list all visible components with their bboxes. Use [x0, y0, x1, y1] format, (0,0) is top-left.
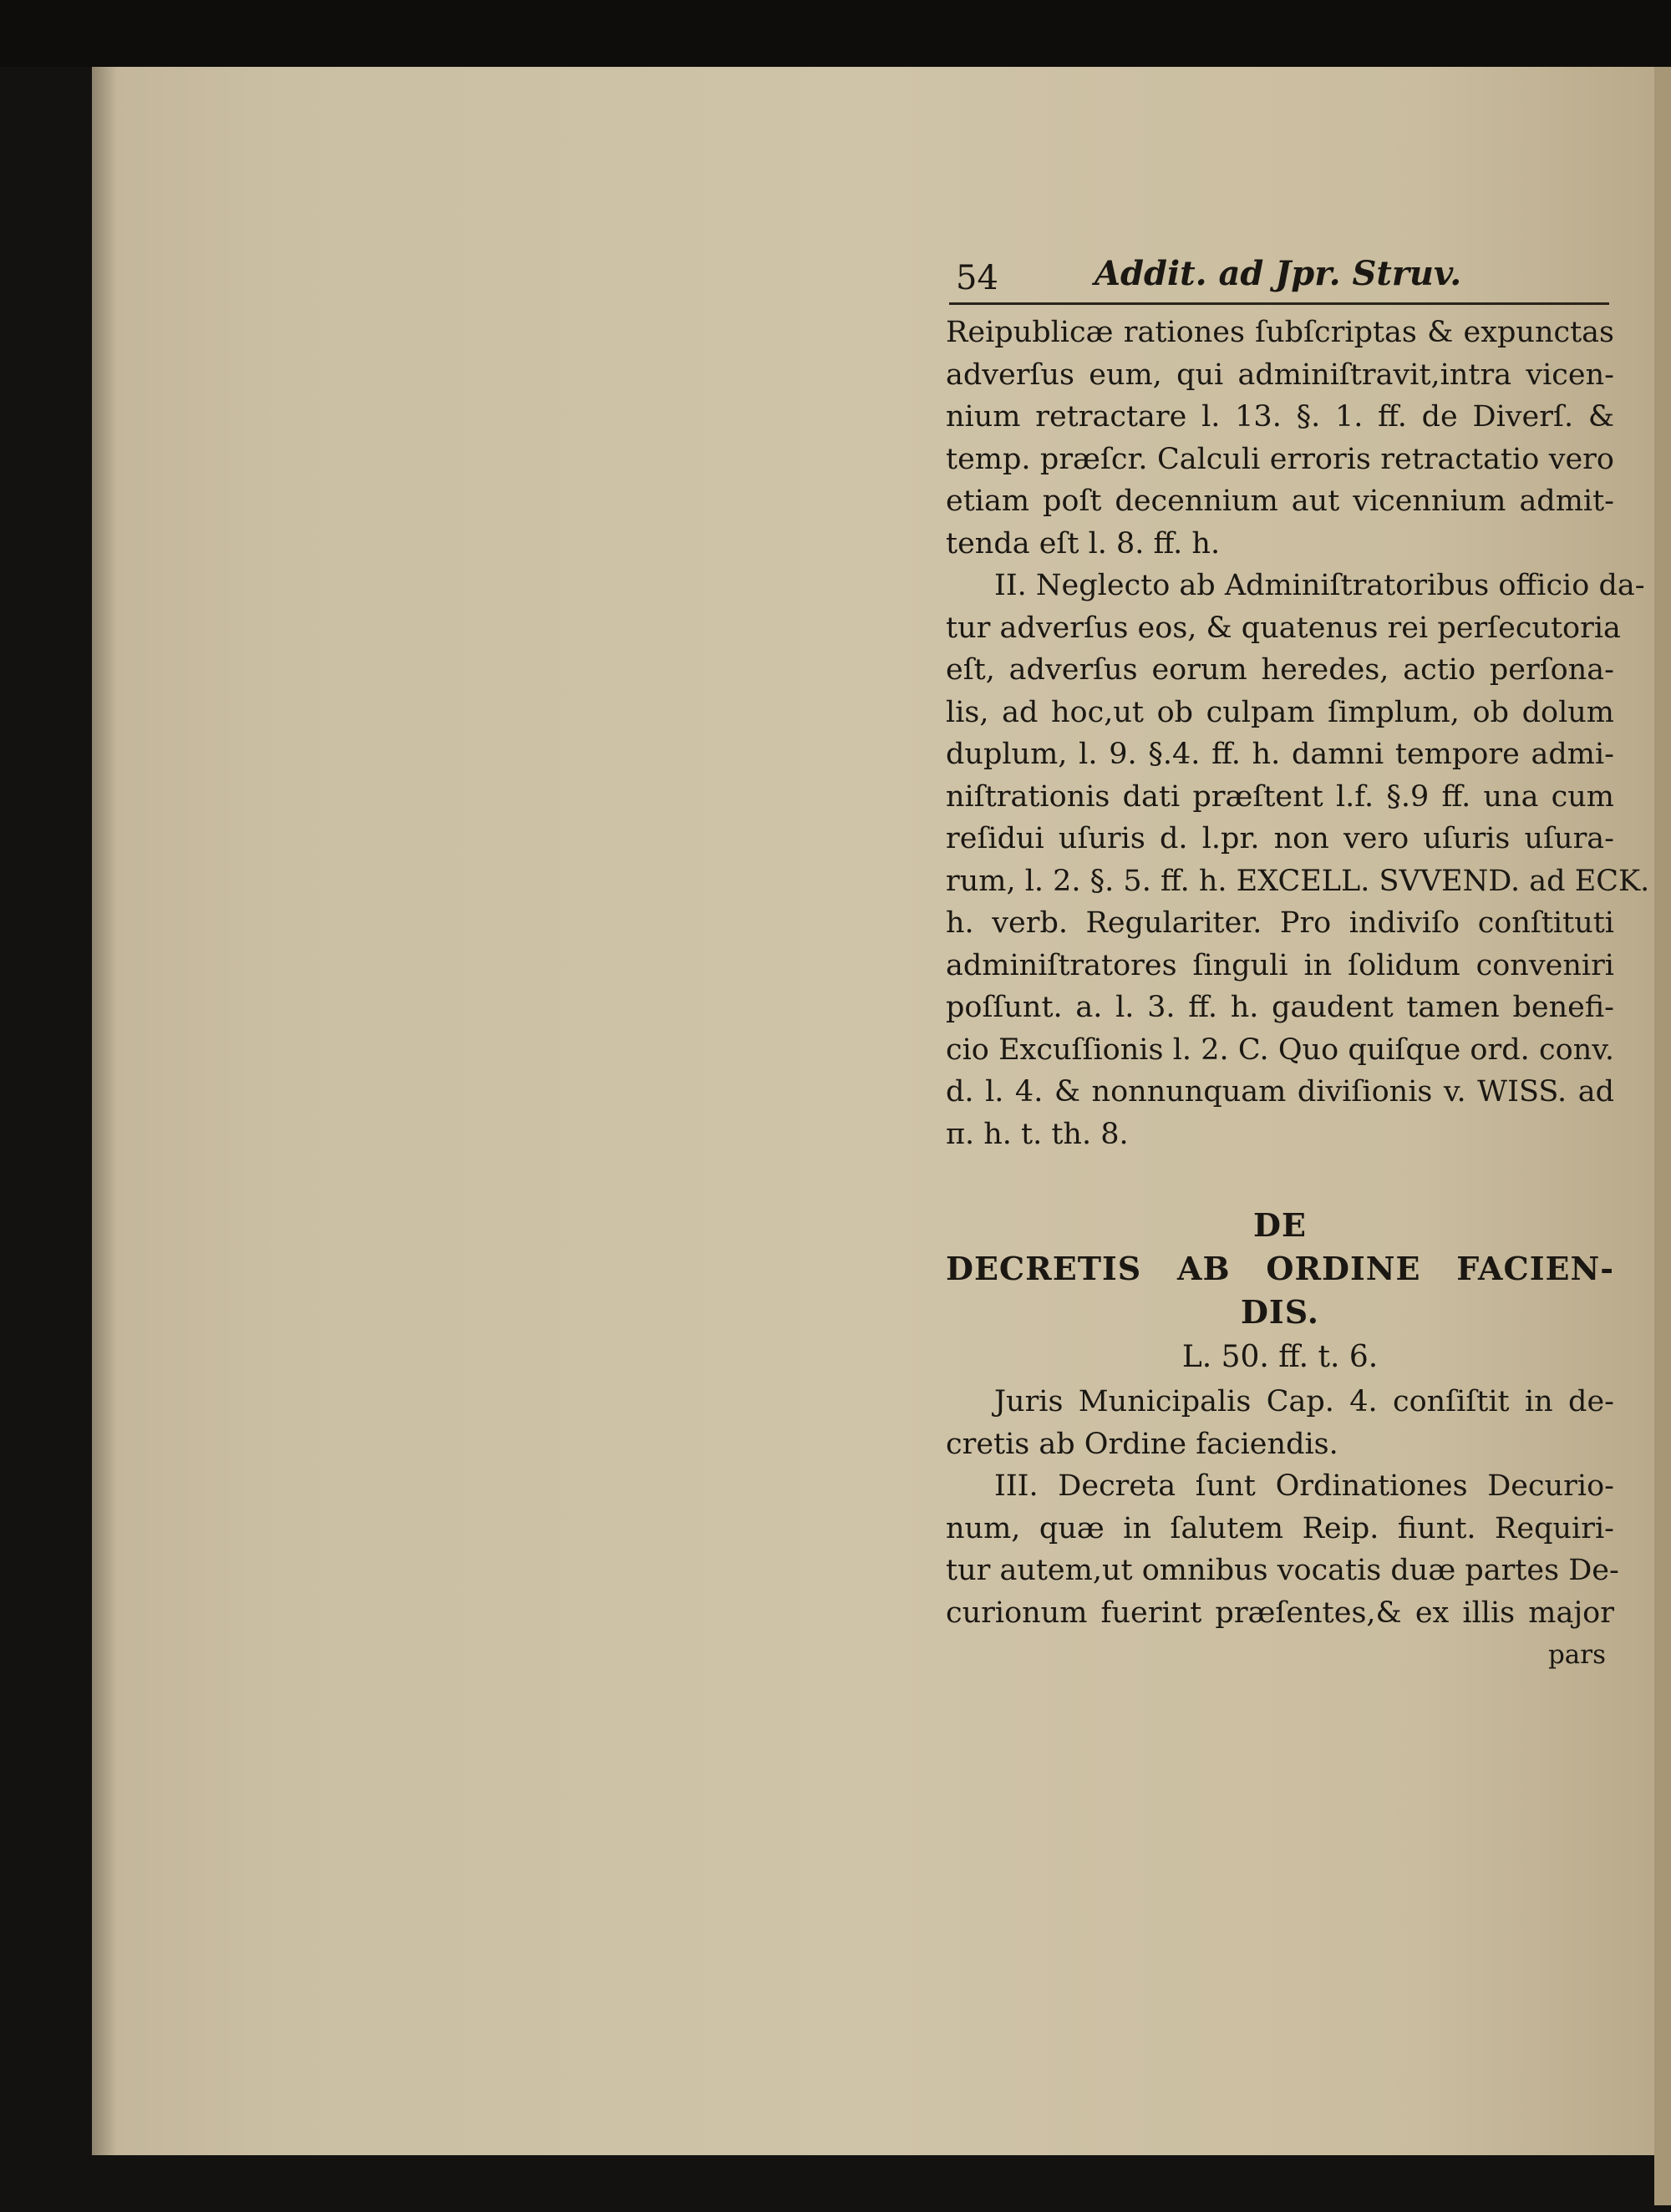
text-line: num, quæ in ſalutem Reip. fiunt. Requiri-: [946, 1511, 1614, 1545]
paragraph-3: [946, 1381, 1614, 1465]
heading-line: DECRETIS AB ORDINE FACIEN-: [946, 1250, 1614, 1287]
scan-background-top: [0, 0, 1671, 67]
text-line: cio Excuſſionis l. 2. C. Quo quiſque ord. conv.: [946, 1032, 1614, 1067]
text-line: tur adverſus eos, & quatenus rei perſecutoria: [946, 611, 1621, 645]
text-line: curionum fuerint præſentes,& ex illis major: [946, 1596, 1614, 1630]
text-line: niſtrationis dati præſtent l.f. §.9 ff. una cum: [946, 779, 1614, 814]
text-line: adverſus eum, qui adminiſtravit,intra vicen-: [946, 358, 1614, 392]
section-spacer: [946, 1155, 1614, 1204]
text-line: nium retractare l. 13. §. 1. ff. de Diverſ. &: [946, 400, 1614, 434]
text-line: tur autem,ut omnibus vocatis duæ partes De-: [946, 1554, 1619, 1587]
text-line: eſt, adverſus eorum heredes, actio perſona-: [946, 653, 1614, 687]
section-heading: [946, 1204, 1614, 1381]
text-line: III. Decreta ſunt Ordinationes Decurio-: [994, 1469, 1614, 1503]
page-gutter-shadow: [92, 67, 117, 2155]
text-line: d. l. 4. & nonnunquam diviſionis v. WISS. ad: [946, 1075, 1614, 1109]
heading-line: DIS.: [1240, 1293, 1320, 1331]
text-line: etiam poſt decennium aut vicennium admit-: [946, 485, 1614, 518]
page-header: [946, 251, 1614, 301]
text-line: adminiſtratores ſinguli in ſolidum conveniri: [946, 948, 1614, 982]
heading-line: DE: [1253, 1206, 1307, 1244]
paragraph-4: [946, 1465, 1619, 1634]
catchword: pars: [1547, 1640, 1606, 1670]
section-reference: L. 50. ff. t. 6.: [1181, 1340, 1379, 1374]
text-line: reſidui uſuris d. l.pr. non vero uſuris uſura-: [946, 822, 1614, 855]
text-line: lis, ad hoc,ut ob culpam ſimplum, ob dolum: [946, 695, 1614, 729]
page-edge: [1654, 67, 1671, 2205]
text-line: temp. præſcr. Calculi erroris retractatio vero: [946, 442, 1614, 476]
text-line: rum, l. 2. §. 5. ff. h. EXCELL. SVVEND. ad ECK.: [946, 864, 1650, 898]
text-line: h. verb. Regulariter. Pro indiviſo conſtituti: [946, 906, 1614, 940]
text-line: π. h. t. th. 8.: [946, 1117, 1129, 1151]
paragraph-1: [946, 312, 1614, 565]
text-line: Juris Municipalis Cap. 4. conſiſtit in de-: [994, 1385, 1614, 1418]
text-block: [946, 251, 1650, 1676]
text-line: poſſunt. a. l. 3. ff. h. gaudent tamen benefi-: [946, 991, 1614, 1024]
text-line: tenda eſt l. 8. ff. h.: [946, 526, 1221, 561]
text-line: duplum, l. 9. §.4. ff. h. damni tempore admi-: [946, 738, 1614, 771]
text-line: Reipublicæ rationes ſubſcriptas & expunctas: [946, 316, 1614, 349]
header-rule: [949, 302, 1609, 305]
page-number: 54: [956, 259, 998, 297]
paragraph-2: [946, 565, 1650, 1155]
running-title: Addit. ad Jpr. Struv.: [1095, 254, 1462, 293]
text-line: II. Neglecto ab Adminiſtratoribus officio da-: [994, 569, 1645, 602]
text-line: cretis ab Ordine faciendis.: [946, 1427, 1338, 1461]
